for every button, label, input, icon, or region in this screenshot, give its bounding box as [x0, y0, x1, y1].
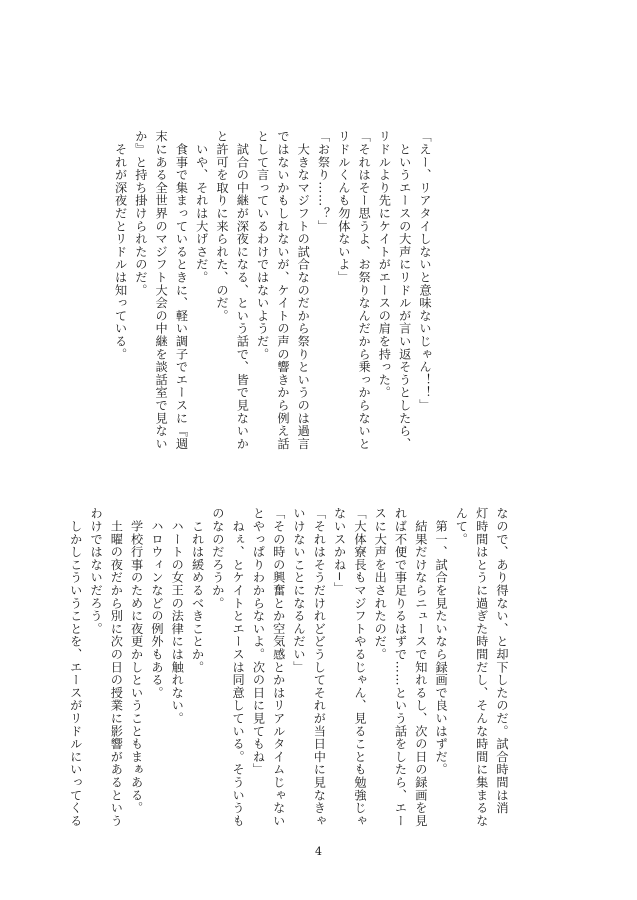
- text-line: これは緩めるべきことか。: [190, 507, 205, 674]
- text-line: ないスかね−」: [332, 507, 347, 595]
- text-line: なので、あり得ない、と却下したのだ。試合時間は消: [495, 507, 509, 815]
- text-line: 食事で集まっているときに、軽い調子でエースに『週: [174, 130, 189, 450]
- text-line: リドルより先にケイトがエースの肩を持った。: [377, 130, 392, 399]
- text-line: 灯時間はとうに過ぎた時間だし、そんな時間に集まるな: [474, 507, 489, 827]
- text-line: それが深夜だとリドルは知っている。: [113, 130, 128, 361]
- text-line: ではないかもしれないが、ケイトの声の響きから例え話: [275, 130, 290, 450]
- text-line: れば不便で事足りるはずで……という話をしたら、エー: [393, 507, 408, 827]
- text-line: いけないことになるんだい」: [292, 507, 307, 674]
- text-line: 第一、試合を見たいなら録画で良いはずだ。: [434, 507, 449, 776]
- text-line: と許可を取りに来られた、のだ。: [215, 130, 230, 322]
- text-block-bottom: [68, 507, 512, 827]
- text-line: いや、それは大げさだ。: [194, 130, 209, 284]
- text-line: 「大体寮長もマジフトやるじゃん、見ることも勉強じゃ: [352, 507, 367, 827]
- text-line: わけではないだろう。: [89, 507, 104, 635]
- text-block-top: [113, 130, 435, 470]
- text-line: のなのだろうか。: [210, 507, 225, 610]
- text-line: 「それはそうだけれどどうしてそれが当日中に見なきゃ: [312, 507, 327, 827]
- text-line: として言っているわけではないようだ。: [255, 130, 270, 361]
- text-line: 学校行事のために夜更かしということもまぁある。: [129, 507, 144, 815]
- text-line: 結果だけならニュースで知れるし、次の日の録画を見: [413, 507, 428, 827]
- text-line: か』と持ち掛けられたのだ。: [133, 130, 148, 297]
- text-line: しかしこういうことを、エースがリドルにいってくる: [68, 507, 83, 827]
- text-line: ハロウィンなどの例外もある。: [149, 507, 164, 699]
- text-line: んて。: [454, 507, 469, 546]
- text-line: 末にある全世界のマジフト大会の中継を談話室で見ない: [154, 130, 169, 450]
- text-line: リドルくんも勿体ないよ」: [336, 130, 351, 284]
- text-line: ねぇ、とケイトとエースは同意している。そういうも: [231, 507, 246, 827]
- text-line: 土曜の夜だから別に次の日の授業に影響があるという: [109, 507, 124, 827]
- text-line: 試合の中継が深夜になる、という話で、皆で見ないか: [235, 130, 250, 450]
- text-line: 「えー、リアタイしないと意味ないじゃん！！」: [418, 130, 432, 412]
- text-line: 「お祭り……？」: [316, 130, 331, 233]
- text-line: 大きなマジフトの試合なのだから祭りというのは過言: [296, 130, 311, 450]
- text-line: ハートの女王の法律には触れない。: [170, 507, 185, 725]
- page-number: 4: [315, 845, 322, 858]
- text-line: スに大声を出されたのだ。: [373, 507, 388, 661]
- text-line: というエースの大声にリドルが言い返そうとしたら、: [397, 130, 412, 450]
- text-line: 「それはそー思うよ、お祭りなんだから乗っからないと: [357, 130, 372, 450]
- text-line: 「その時の興奮とか空気感とかはリアルタイムじゃない: [271, 507, 286, 827]
- text-line: とやっぱりわからないよ。次の日に見てもね」: [251, 507, 266, 776]
